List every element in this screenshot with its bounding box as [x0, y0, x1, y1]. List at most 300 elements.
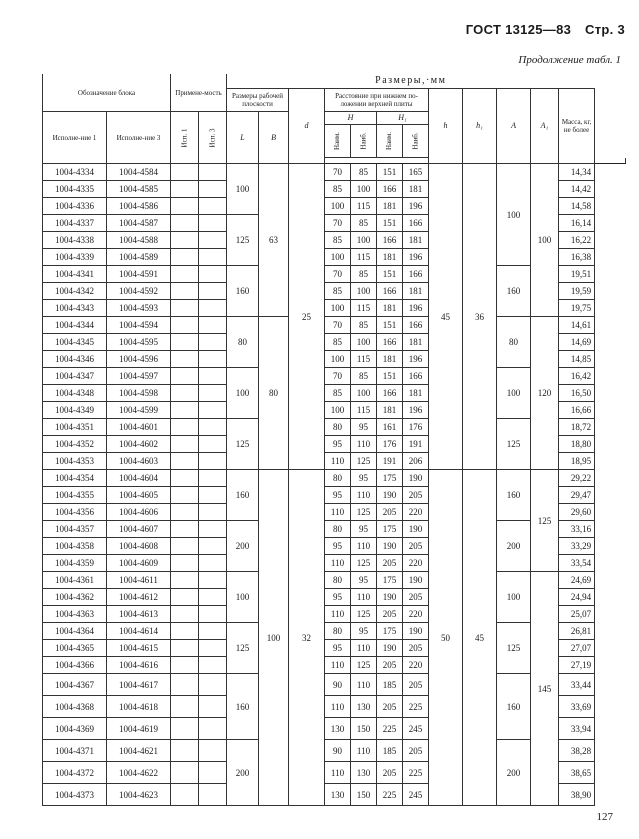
cell-h-max: 125 [351, 453, 377, 470]
cell-h-max: 115 [351, 249, 377, 266]
cell-h-min: 80 [325, 572, 351, 589]
cell-h-min: 100 [325, 198, 351, 215]
cell-mass: 29,47 [559, 487, 595, 504]
cell-h1-max: 196 [403, 402, 429, 419]
cell-h-max: 125 [351, 606, 377, 623]
cell-mass: 33,94 [559, 718, 595, 740]
cell-a: 125 [497, 419, 531, 470]
cell-mass: 16,42 [559, 368, 595, 385]
cell-b: 100 [259, 470, 289, 806]
cell-h1-min: 166 [377, 385, 403, 402]
cell-mass: 33,16 [559, 521, 595, 538]
cell-design1: 1004-4353 [43, 453, 107, 470]
cell-h1-min: 181 [377, 249, 403, 266]
cell-h-min: 70 [325, 317, 351, 334]
cell-design3: 1004-4614 [107, 623, 171, 640]
cell-a: 125 [497, 623, 531, 674]
cell-mass: 19,75 [559, 300, 595, 317]
continuation-note: Продолжение табл. 1 [518, 54, 621, 66]
cell-h-min: 80 [325, 419, 351, 436]
cell-h1-min: 175 [377, 521, 403, 538]
cell-design1: 1004-4334 [43, 164, 107, 181]
cell-h1-max: 245 [403, 784, 429, 806]
cell-isp3 [199, 718, 227, 740]
cell-a: 160 [497, 470, 531, 521]
cell-mass: 24,94 [559, 589, 595, 606]
cell-h-max: 130 [351, 762, 377, 784]
cell-h1-min: 175 [377, 572, 403, 589]
cell-h-max: 115 [351, 402, 377, 419]
cell-h1-max: 190 [403, 521, 429, 538]
design1-header: Исполне-ние 1 [43, 112, 107, 164]
cell-design1: 1004-4372 [43, 762, 107, 784]
cell-mass: 29,60 [559, 504, 595, 521]
cell-h-min: 110 [325, 504, 351, 521]
cell-h-max: 100 [351, 181, 377, 198]
cell-design1: 1004-4367 [43, 674, 107, 696]
cell-design3: 1004-4619 [107, 718, 171, 740]
cell-design3: 1004-4588 [107, 232, 171, 249]
cell-h-min: 90 [325, 674, 351, 696]
cell-h-max: 100 [351, 385, 377, 402]
cell-isp3 [199, 198, 227, 215]
cell-h1-min: 185 [377, 740, 403, 762]
cell-h-max: 100 [351, 232, 377, 249]
cell-design3: 1004-4586 [107, 198, 171, 215]
cell-h-min: 85 [325, 181, 351, 198]
cell-isp1 [171, 470, 199, 487]
cell-isp1 [171, 385, 199, 402]
cell-h1-min: 225 [377, 718, 403, 740]
cell-h-min: 70 [325, 215, 351, 232]
cell-a: 100 [497, 164, 531, 266]
cell-l: 100 [227, 164, 259, 215]
cell-mass: 38,90 [559, 784, 595, 806]
cell-design3: 1004-4584 [107, 164, 171, 181]
cell-isp3 [199, 623, 227, 640]
h1-max-header: Наиб. [403, 125, 429, 158]
cell-h-min: 95 [325, 640, 351, 657]
cell-mass: 16,66 [559, 402, 595, 419]
cell-h1-min: 205 [377, 504, 403, 521]
cell-h1-min: 190 [377, 589, 403, 606]
cell-h-min: 110 [325, 657, 351, 674]
cell-a: 200 [497, 521, 531, 572]
cell-h-max: 115 [351, 351, 377, 368]
cell-isp3 [199, 521, 227, 538]
cell-h1-min: 166 [377, 334, 403, 351]
cell-isp1 [171, 657, 199, 674]
cell-isp1 [171, 740, 199, 762]
cell-design3: 1004-4595 [107, 334, 171, 351]
cell-isp1 [171, 164, 199, 181]
h1-header: h₁ [463, 89, 497, 164]
cell-a1: 145 [531, 572, 559, 806]
cell-h1-max: 191 [403, 436, 429, 453]
cell-design3: 1004-4622 [107, 762, 171, 784]
cell-h1-max: 220 [403, 657, 429, 674]
cell-isp3 [199, 215, 227, 232]
cell-d: 32 [289, 470, 325, 806]
cell-h-max: 110 [351, 640, 377, 657]
cell-h-max: 110 [351, 538, 377, 555]
cell-design1: 1004-4356 [43, 504, 107, 521]
cell-isp3 [199, 572, 227, 589]
cell-h-min: 90 [325, 740, 351, 762]
cell-mass: 27,07 [559, 640, 595, 657]
cell-isp1 [171, 696, 199, 718]
cell-a: 100 [497, 572, 531, 623]
cell-mass: 26,81 [559, 623, 595, 640]
cell-design1: 1004-4369 [43, 718, 107, 740]
cell-h-max: 110 [351, 674, 377, 696]
cell-isp3 [199, 555, 227, 572]
cell-h-max: 95 [351, 470, 377, 487]
cell-mass: 27,19 [559, 657, 595, 674]
table-body [43, 164, 626, 806]
cell-design1: 1004-4342 [43, 283, 107, 300]
cell-h1-max: 205 [403, 589, 429, 606]
h-max-header: Наиб. [351, 125, 377, 158]
cell-h: 50 [429, 470, 463, 806]
cell-design1: 1004-4362 [43, 589, 107, 606]
cell-design3: 1004-4603 [107, 453, 171, 470]
cell-mass: 16,14 [559, 215, 595, 232]
cell-design3: 1004-4609 [107, 555, 171, 572]
cell-h1-max: 181 [403, 283, 429, 300]
cell-isp3 [199, 696, 227, 718]
design3-header: Исполне-ние 3 [107, 112, 171, 164]
cell-l: 160 [227, 674, 259, 740]
cell-h-min: 110 [325, 453, 351, 470]
cell-h-max: 95 [351, 623, 377, 640]
cell-isp3 [199, 368, 227, 385]
cell-b: 63 [259, 164, 289, 317]
cell-design3: 1004-4623 [107, 784, 171, 806]
cell-h-max: 95 [351, 521, 377, 538]
table-row [43, 470, 626, 487]
cell-h1-min: 185 [377, 674, 403, 696]
cell-mass: 14,34 [559, 164, 595, 181]
cell-h1-min: 190 [377, 538, 403, 555]
cell-design3: 1004-4621 [107, 740, 171, 762]
page-number: 127 [596, 811, 613, 823]
cell-h-min: 100 [325, 351, 351, 368]
cell-a1: 120 [531, 317, 559, 470]
cell-a: 80 [497, 317, 531, 368]
cell-h-max: 95 [351, 572, 377, 589]
cell-h1-min: 166 [377, 181, 403, 198]
cell-isp3 [199, 266, 227, 283]
cell-h1-min: 225 [377, 784, 403, 806]
cell-isp3 [199, 740, 227, 762]
cell-h-min: 95 [325, 538, 351, 555]
cell-h-max: 110 [351, 589, 377, 606]
cell-design3: 1004-4618 [107, 696, 171, 718]
cell-h1-min: 190 [377, 487, 403, 504]
cell-l: 100 [227, 368, 259, 419]
cell-a: 200 [497, 740, 531, 806]
cell-isp3 [199, 283, 227, 300]
h-min-header: Наим. [325, 125, 351, 158]
cell-isp1 [171, 266, 199, 283]
cell-design3: 1004-4598 [107, 385, 171, 402]
cell-mass: 33,54 [559, 555, 595, 572]
cell-design3: 1004-4617 [107, 674, 171, 696]
cell-design3: 1004-4587 [107, 215, 171, 232]
cell-design3: 1004-4612 [107, 589, 171, 606]
cell-isp1 [171, 351, 199, 368]
cell-l: 160 [227, 266, 259, 317]
cell-h1-min: 181 [377, 300, 403, 317]
l-header: L [227, 112, 259, 164]
cell-isp1 [171, 368, 199, 385]
cell-design1: 1004-4346 [43, 351, 107, 368]
cell-isp1 [171, 784, 199, 806]
cell-h1-max: 190 [403, 623, 429, 640]
cell-design3: 1004-4605 [107, 487, 171, 504]
cell-isp1 [171, 215, 199, 232]
cell-h-min: 130 [325, 784, 351, 806]
cell-isp3 [199, 674, 227, 696]
cell-h-min: 100 [325, 300, 351, 317]
cell-design1: 1004-4365 [43, 640, 107, 657]
cell-design1: 1004-4357 [43, 521, 107, 538]
cell-isp3 [199, 470, 227, 487]
cell-h1-min: 176 [377, 436, 403, 453]
cell-mass: 33,44 [559, 674, 595, 696]
cell-h-min: 80 [325, 470, 351, 487]
cell-h-min: 85 [325, 283, 351, 300]
cell-isp1 [171, 718, 199, 740]
cell-h-min: 80 [325, 521, 351, 538]
cell-h1-min: 175 [377, 470, 403, 487]
cell-h-max: 150 [351, 718, 377, 740]
cell-h1-max: 205 [403, 487, 429, 504]
cell-design3: 1004-4602 [107, 436, 171, 453]
cell-isp1 [171, 623, 199, 640]
cell-isp1 [171, 538, 199, 555]
cell-h1-min: 205 [377, 657, 403, 674]
cell-mass: 14,85 [559, 351, 595, 368]
cell-b: 80 [259, 317, 289, 470]
cell-h1-min: 191 [377, 453, 403, 470]
cell-h-max: 115 [351, 300, 377, 317]
cell-design1: 1004-4343 [43, 300, 107, 317]
cell-design1: 1004-4363 [43, 606, 107, 623]
cell-h-min: 100 [325, 402, 351, 419]
cell-h-max: 130 [351, 696, 377, 718]
cell-isp3 [199, 606, 227, 623]
cell-isp3 [199, 300, 227, 317]
cell-h1-max: 190 [403, 470, 429, 487]
cell-design1: 1004-4336 [43, 198, 107, 215]
cell-design3: 1004-4591 [107, 266, 171, 283]
cell-h-min: 110 [325, 606, 351, 623]
designation-group-header: Обозначение блока [43, 74, 171, 112]
cell-design3: 1004-4601 [107, 419, 171, 436]
cell-design1: 1004-4358 [43, 538, 107, 555]
cell-h1-max: 205 [403, 674, 429, 696]
cell-h1-max: 225 [403, 762, 429, 784]
cell-a: 160 [497, 266, 531, 317]
cell-h-min: 85 [325, 334, 351, 351]
cell-isp3 [199, 640, 227, 657]
cell-design3: 1004-4585 [107, 181, 171, 198]
cell-design1: 1004-4337 [43, 215, 107, 232]
cell-h-max: 125 [351, 504, 377, 521]
cell-isp1 [171, 300, 199, 317]
cell-a1: 100 [531, 164, 559, 317]
cell-mass: 19,51 [559, 266, 595, 283]
cell-h-max: 110 [351, 487, 377, 504]
table-row [43, 317, 626, 334]
cell-h1-min: 151 [377, 317, 403, 334]
cell-isp1 [171, 436, 199, 453]
cell-design1: 1004-4347 [43, 368, 107, 385]
cell-isp1 [171, 572, 199, 589]
cell-design1: 1004-4344 [43, 317, 107, 334]
cell-h1-max: 245 [403, 718, 429, 740]
cell-isp1 [171, 640, 199, 657]
cell-h1-max: 196 [403, 300, 429, 317]
cell-h1-min: 151 [377, 266, 403, 283]
cell-h1-max: 205 [403, 640, 429, 657]
cell-mass: 18,72 [559, 419, 595, 436]
cell-mass: 33,69 [559, 696, 595, 718]
cell-h-max: 100 [351, 334, 377, 351]
cell-design3: 1004-4607 [107, 521, 171, 538]
cell-design3: 1004-4597 [107, 368, 171, 385]
d-header: d [289, 89, 325, 164]
cell-isp1 [171, 419, 199, 436]
cell-h-min: 80 [325, 623, 351, 640]
cell-h1-min: 161 [377, 419, 403, 436]
cell-h-min: 70 [325, 164, 351, 181]
isp1-header: Исп. 1 [171, 112, 199, 164]
cell-design1: 1004-4351 [43, 419, 107, 436]
cell-mass: 14,61 [559, 317, 595, 334]
mass-header: Масса, кг, не более [559, 89, 595, 164]
cell-h1-max: 205 [403, 538, 429, 555]
cell-h-min: 95 [325, 589, 351, 606]
cell-design1: 1004-4349 [43, 402, 107, 419]
cell-h1-min: 166 [377, 283, 403, 300]
standard-number: ГОСТ 13125—83 [465, 22, 572, 37]
cell-isp3 [199, 385, 227, 402]
cell-a1: 125 [531, 470, 559, 572]
cell-h1-min: 151 [377, 164, 403, 181]
cell-isp3 [199, 784, 227, 806]
cell-l: 80 [227, 317, 259, 368]
cell-h-max: 110 [351, 436, 377, 453]
cell-h-max: 125 [351, 657, 377, 674]
working-surface-group-header: Размеры рабочей плоскости [227, 89, 289, 112]
dimensions-table [42, 74, 626, 800]
sizes-caption: Размеры,·мм [227, 74, 595, 89]
cell-isp1 [171, 181, 199, 198]
cell-h-min: 110 [325, 555, 351, 572]
cell-mass: 19,59 [559, 283, 595, 300]
cell-h1-min: 190 [377, 640, 403, 657]
cell-h-max: 125 [351, 555, 377, 572]
cell-design1: 1004-4368 [43, 696, 107, 718]
cell-isp3 [199, 487, 227, 504]
cell-h1-min: 205 [377, 555, 403, 572]
cell-d: 25 [289, 164, 325, 470]
cell-mass: 25,07 [559, 606, 595, 623]
cell-h1-min: 175 [377, 623, 403, 640]
cell-h1-max: 190 [403, 572, 429, 589]
cell-isp1 [171, 317, 199, 334]
cell-h1-min: 166 [377, 232, 403, 249]
cell-l: 125 [227, 419, 259, 470]
cell-isp3 [199, 589, 227, 606]
cell-design1: 1004-4361 [43, 572, 107, 589]
cell-design1: 1004-4335 [43, 181, 107, 198]
cell-l: 160 [227, 470, 259, 521]
cell-h-max: 85 [351, 317, 377, 334]
cell-mass: 16,50 [559, 385, 595, 402]
cell-isp1 [171, 487, 199, 504]
cell-h1-max: 181 [403, 385, 429, 402]
cell-isp1 [171, 589, 199, 606]
cell-h1-max: 165 [403, 164, 429, 181]
cell-l: 125 [227, 623, 259, 674]
cell-h-max: 150 [351, 784, 377, 806]
cell-design1: 1004-4364 [43, 623, 107, 640]
cell-design1: 1004-4354 [43, 470, 107, 487]
cell-h-max: 95 [351, 419, 377, 436]
cell-isp3 [199, 419, 227, 436]
cell-a: 160 [497, 674, 531, 740]
cell-isp1 [171, 232, 199, 249]
cell-h-min: 110 [325, 762, 351, 784]
cell-h: 45 [429, 164, 463, 470]
cell-isp1 [171, 334, 199, 351]
cell-mass: 38,65 [559, 762, 595, 784]
cell-isp3 [199, 317, 227, 334]
a1-header: A₁ [531, 89, 559, 164]
cell-design3: 1004-4615 [107, 640, 171, 657]
cell-isp3 [199, 538, 227, 555]
cell-isp3 [199, 232, 227, 249]
cell-h1-max: 220 [403, 606, 429, 623]
page-header [456, 22, 625, 37]
cell-mass: 33,29 [559, 538, 595, 555]
cell-h-min: 85 [325, 385, 351, 402]
cell-isp1 [171, 521, 199, 538]
cell-h-min: 110 [325, 696, 351, 718]
cell-h1-max: 220 [403, 555, 429, 572]
cell-h1-max: 205 [403, 740, 429, 762]
cell-h-min: 95 [325, 487, 351, 504]
cell-design3: 1004-4596 [107, 351, 171, 368]
cell-h1-max: 181 [403, 181, 429, 198]
cell-isp3 [199, 453, 227, 470]
cell-isp1 [171, 402, 199, 419]
cell-mass: 14,58 [559, 198, 595, 215]
cell-h1-max: 206 [403, 453, 429, 470]
cell-design1: 1004-4339 [43, 249, 107, 266]
cell-isp3 [199, 164, 227, 181]
cell-h1-min: 205 [377, 696, 403, 718]
cell-design3: 1004-4594 [107, 317, 171, 334]
cell-l: 200 [227, 521, 259, 572]
cell-mass: 29,22 [559, 470, 595, 487]
cell-h1-min: 181 [377, 402, 403, 419]
table-row [43, 572, 626, 589]
